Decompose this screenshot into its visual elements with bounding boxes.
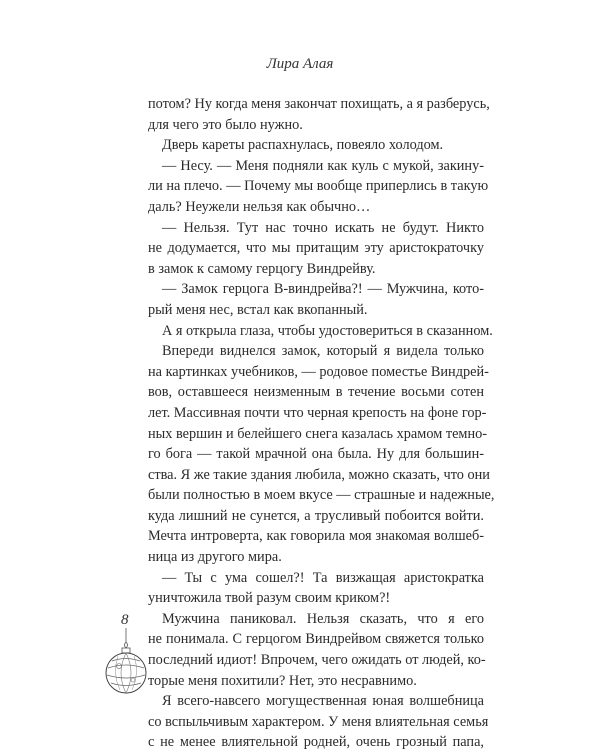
text-line: были полностью в моем вкусе — страшные и надежные, [148,487,495,504]
body-text [148,94,495,753]
text-line: го бога — такой мрачной она была. Ну для большин- [148,446,484,463]
text-line: Я всего-навсего могущественная юная волшебница [162,693,484,710]
text-line: рый меня нес, встал как вкопанный. [148,301,368,318]
text-line: — Замок герцога В-виндрейва?! — Мужчина, кото- [162,281,484,298]
text-line: не понимала. С герцогом Виндрейвом свяжется только [148,631,484,648]
running-header-author: Лира Алая [266,56,334,72]
text-line: потом? Ну когда меня закончат похищать, а я разберусь, [148,96,490,112]
text-line: даль? Неужели нельзя как обычно… [148,198,371,215]
text-line: не додумается, что мы притащим эту аристократочку [148,240,484,257]
text-line: торые меня похитили? Нет, это несравнимо. [148,672,417,689]
text-line: Мужчина паниковал. Нельзя сказать, что я его [162,610,484,627]
text-line: А я открыла глаза, чтобы удостовериться в сказанном. [162,322,493,339]
text-line: ных вершин и белейшего снега казалась храмом темно- [148,425,488,442]
text-line: уничтожила твой разум своим криком?! [148,590,391,607]
text-line: для чего это было нужно. [148,116,303,133]
text-line: — Ты с ума сошел?! Та визжащая аристократка [162,569,484,586]
text-line: ница из другого мира. [148,549,282,566]
text-line: ли на плечо. — Почему мы вообще приперлись в такую [148,178,489,195]
text-line: — Несу. — Меня подняли как куль с мукой, закину- [162,157,484,174]
text-line: ства. Я же такие здания любила, можно сказать, что они [148,466,490,483]
text-line: Впереди виднелся замок, который я видела только [162,343,484,360]
text-line: вов, оставшееся неизменным в течение восьми сотен [148,384,484,401]
text-line: куда лишний не сунется, а трусливый побоится войти. [148,507,484,524]
text-line: в замок к самому герцогу Виндрейву. [148,260,376,277]
text-line: Дверь кареты распахнулась, повеяло холодом. [162,137,444,154]
text-line: — Нельзя. Тут нас точно искать не будут. Никто [162,219,484,236]
page-number: 8 [121,612,129,628]
text-line: со вспыльчивым характером. У меня влиятельная семья [148,713,489,730]
text-line: лет. Массивная почти что черная крепость на фоне гор- [148,404,487,421]
text-line: с не менее влиятельной родней, очень грозный папа, [148,734,484,751]
text-line: Мечта интроверта, как говорила моя знакомая волшеб- [148,528,484,545]
ornament-bauble-icon [103,628,149,700]
text-line: на картинках учебников, — родовое поместье Виндрей- [148,363,489,380]
text-line: последний идиот! Впрочем, чего ожидать от людей, ко- [148,652,486,669]
